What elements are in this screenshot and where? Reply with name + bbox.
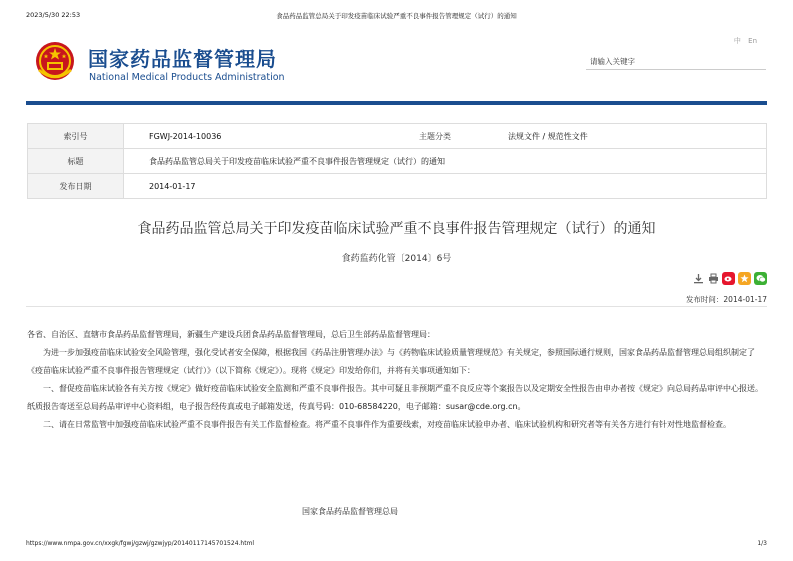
wechat-icon[interactable] [754, 272, 767, 285]
document-meta-table [27, 123, 767, 199]
date-value: 2014-01-17 [124, 174, 767, 199]
download-icon[interactable] [692, 272, 704, 284]
print-url: https://www.nmpa.gov.cn/xxgk/fgwj/gzwj/gzwjyp/20140117145701524.html [26, 540, 255, 547]
publish-time: 发布时间：2014-01-17 [685, 295, 767, 304]
search-input[interactable]: 请输入关键字 [586, 54, 766, 70]
print-page-number: 1/3 [757, 540, 767, 547]
category-label: 主题分类 [387, 124, 483, 149]
language-switch [729, 36, 757, 46]
print-page-title: 食品药品监管总局关于印发疫苗临床试验严重不良事件报告管理规定（试行）的通知 [276, 12, 517, 20]
document-body [27, 326, 768, 434]
print-icon[interactable] [707, 272, 719, 284]
paragraph-3: 二、请在日常监管中加强疫苗临床试验严重不良事件报告有关工作监督检查。将严重不良事件作为重要线索，对疫苗临床试验申办者、临床试验机构和研究者等有关各方进行有针对性地监督检查。 [43, 420, 731, 429]
index-value: FGWJ-2014-10036 [124, 124, 388, 149]
title-label: 标题 [28, 149, 124, 174]
header-divider [26, 101, 767, 105]
weibo-icon[interactable] [722, 272, 735, 285]
meta-row-index [28, 124, 767, 149]
content-divider [26, 306, 767, 307]
paragraph-1: 为进一步加强疫苗临床试验安全风险管理，强化受试者安全保障，根据我国《药品注册管理办法》与《药物临床试验质量管理规范》有关规定，参照国际通行规则，国家食品药品监督管理总局组织制定了《疫苗临床试验严重不良事件报告管理规定（试行）》（以下简称《规定》）。现将《规定》印发给你们，并将有关事项通知如下： [27, 348, 755, 375]
site-name-cn[interactable]: 国家药品监督管理局 [88, 47, 277, 71]
lang-cn-link[interactable]: 中 [733, 37, 741, 45]
meta-row-title [28, 149, 767, 174]
print-header [26, 11, 767, 23]
site-name-en[interactable]: National Medical Products Administration [89, 72, 285, 83]
lang-en-link[interactable]: En [748, 37, 757, 45]
addressee: 各省、自治区、直辖市食品药品监督管理局，新疆生产建设兵团食品药品监督管理局，总后卫生部药品监督管理局： [27, 330, 435, 339]
document-title: 食品药品监管总局关于印发疫苗临床试验严重不良事件报告管理规定（试行）的通知 [137, 221, 656, 237]
category-value: 法规文件 / 规范性文件 [483, 124, 766, 149]
meta-row-date [28, 174, 767, 199]
document-number: 食药监药化管〔2014〕6号 [341, 254, 452, 264]
title-value: 食品药品监管总局关于印发疫苗临床试验严重不良事件报告管理规定（试行）的通知 [124, 149, 767, 174]
signature: 国家食品药品监督管理总局 [302, 507, 398, 516]
share-toolbar [692, 270, 767, 286]
site-header [0, 34, 793, 100]
qzone-icon[interactable] [738, 272, 751, 285]
index-label: 索引号 [28, 124, 124, 149]
national-emblem[interactable] [33, 40, 77, 82]
date-label: 发布日期 [28, 174, 124, 199]
paragraph-2: 一、督促疫苗临床试验各有关方按《规定》做好疫苗临床试验安全监测和严重不良事件报告。其中可疑且非预期严重不良反应等个案报告以及定期安全性报告由申办者按《规定》向总局药品审评中心报送。纸质报告寄送至总局药品审评中心资料组，电子报告经传真或电子邮箱发送，传真号码：010-68584220，电子邮箱：susar@cde.org.cn。 [27, 384, 763, 411]
print-datetime: 2023/5/30 22:53 [26, 11, 81, 19]
